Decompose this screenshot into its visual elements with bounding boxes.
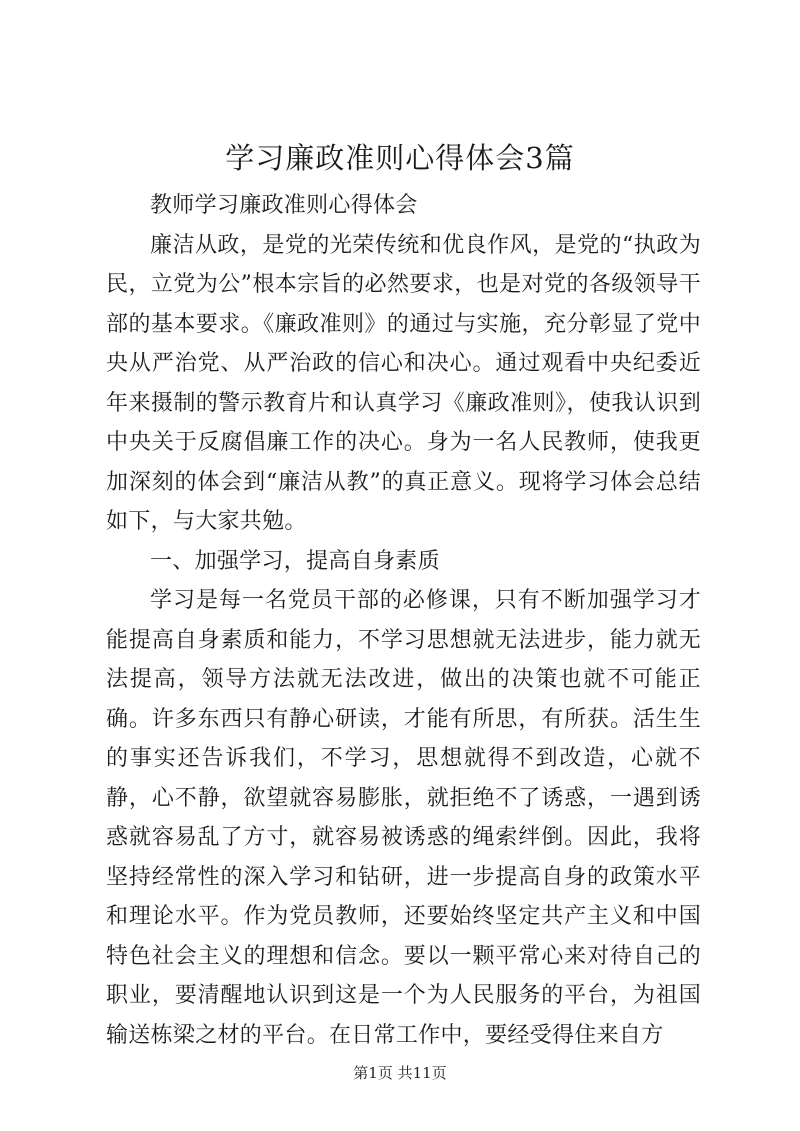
paragraph-intro: 廉洁从政，是党的光荣传统和优良作风，是党的“执政为民，立党为公”根本宗旨的必然要求，也是对党的各级领导干部的基本要求。《廉政准则》的通过与实施，充分彰显了党中央从严治党、从严治政的信心和决心。通过观看中央纪委近年来摄制的警示教育片和认真学习《廉政准则》，使我认识到中央关于反腐倡廉工作的决心。身为一名人民教师，使我更加深刻的体会到“廉洁从教”的真正意义。现将学习体会总结如下，与大家共勉。	[106, 232, 701, 534]
document-title: 学习廉政准则心得体会3篇	[225, 141, 575, 175]
document-body	[106, 186, 701, 1055]
paragraph-study: 学习是每一名党员干部的必修课，只有不断加强学习才能提高自身素质和能力，不学习思想就无法进步，能力就无法提高，领导方法就无法改进，做出的决策也就不可能正确。许多东西只有静心研读，才能有所思，有所获。活生生的事实还告诉我们，不学习，思想就得不到改造，心就不静，心不静，欲望就容易膨胀，就拒绝不了诱惑，一遇到诱惑就容易乱了方寸，就容易被诱惑的绳索绊倒。因此，我将坚持经常性的深入学习和钻研，进一步提高自身的政策水平和理论水平。作为党员教师，还要始终坚定共产主义和中国特色社会主义的理想和信念。要以一颗平常心来对待自己的职业，要清醒地认识到这是一个为人民服务的平台，为祖国输送栋梁之材的平台。在日常工作中，要经受得住来自方	[106, 588, 701, 1048]
section-heading: 一、加强学习，提高自身素质	[150, 548, 440, 574]
subtitle: 教师学习廉政准则心得体会	[150, 193, 418, 218]
page-number: 第1页 共11页	[353, 1064, 447, 1082]
